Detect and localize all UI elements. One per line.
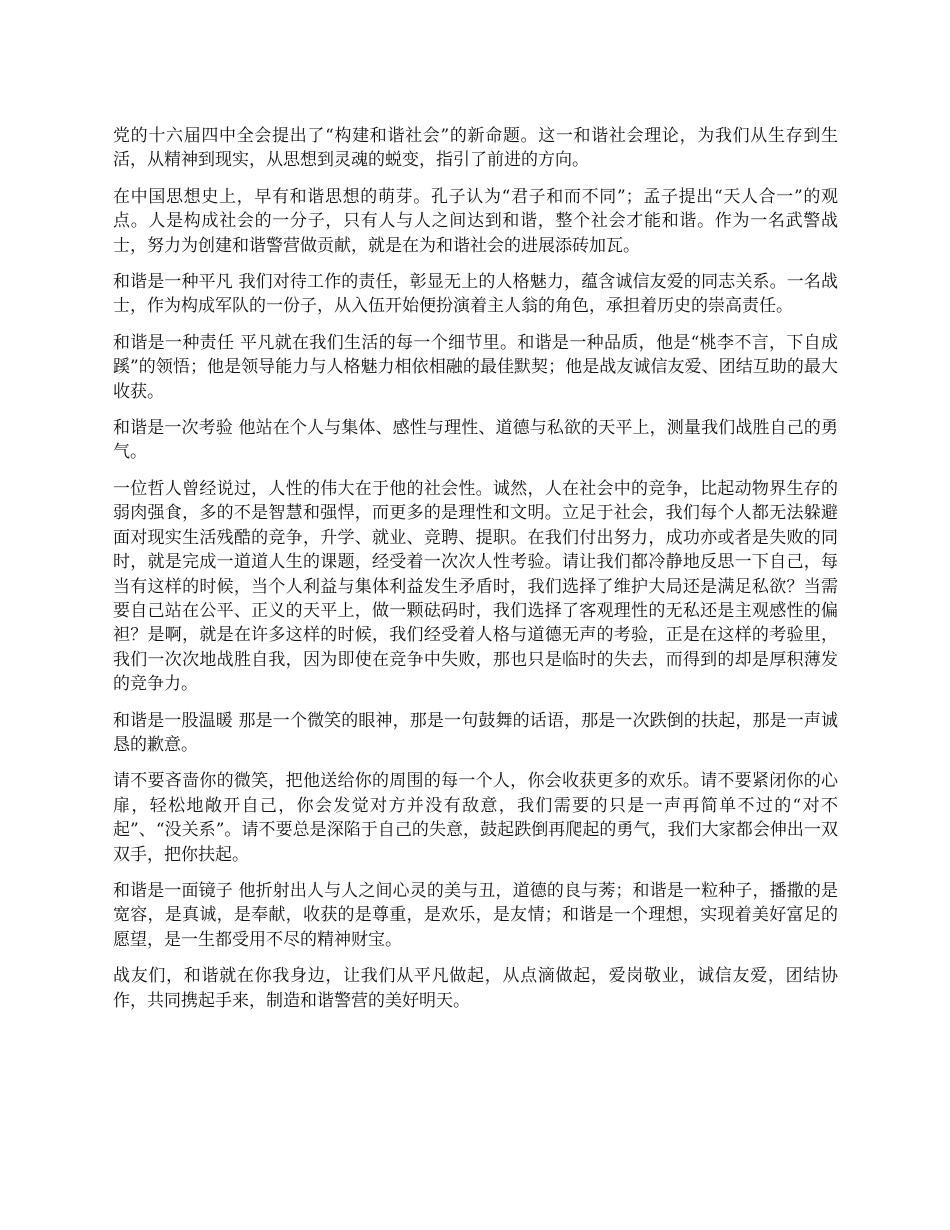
paragraph: 在中国思想史上，早有和谐思想的萌芽。孔子认为“君子和而不同”；孟子提出“天人合一”的观点。人是构成社会的一分子，只有人与人之间达到和谐，整个社会才能和谐。作为一名武警战士，努力为创建和谐警营做贡献，就是在为和谐社会的进展添砖加瓦。 bbox=[113, 186, 838, 256]
paragraph: 党的十六届四中全会提出了“构建和谐社会”的新命题。这一和谐社会理论，为我们从生存到生活，从精神到现实，从思想到灵魂的蜕变，指引了前进的方向。 bbox=[113, 126, 838, 171]
paragraph: 请不要吝啬你的微笑，把他送给你的周围的每一个人，你会收获更多的欢乐。请不要紧闭你的心扉，轻松地敞开自己，你会发觉对方并没有敌意，我们需要的只是一声再简单不过的“对不起”、“没关系”。请不要总是深陷于自己的失意，鼓起跌倒再爬起的勇气，我们大家都会伸出一双双手，把你扶起。 bbox=[113, 771, 838, 865]
paragraph: 和谐是一股温暖 那是一个微笑的眼神，那是一句鼓舞的话语，那是一次跌倒的扶起，那是一声诚恳的歉意。 bbox=[113, 710, 838, 755]
paragraph: 战友们，和谐就在你我身边，让我们从平凡做起，从点滴做起，爱岗敬业，诚信友爱，团结协作，共同携起手来，制造和谐警营的美好明天。 bbox=[113, 966, 838, 1011]
paragraph: 和谐是一面镜子 他折射出人与人之间心灵的美与丑，道德的良与莠；和谐是一粒种子，播撒的是宽容，是真诚，是奉献，收获的是尊重，是欢乐，是友情；和谐是一个理想，实现着美好富足的愿望，是一生都受用不尽的精神财宝。 bbox=[113, 880, 838, 950]
paragraph: 和谐是一次考验 他站在个人与集体、感性与理性、道德与私欲的天平上，测量我们战胜自己的勇气。 bbox=[113, 418, 838, 463]
paragraph: 和谐是一种责任 平凡就在我们生活的每一个细节里。和谐是一种品质，他是“桃李不言，下自成蹊”的领悟；他是领导能力与人格魅力相依相融的最佳默契；他是战友诚信友爱、团结互助的最大收获。 bbox=[113, 332, 838, 402]
document-body bbox=[113, 124, 838, 1025]
paragraph: 和谐是一种平凡 我们对待工作的责任，彰显无上的人格魅力，蕴含诚信友爱的同志关系。一名战士，作为构成军队的一份子，从入伍开始便扮演着主人翁的角色，承担着历史的崇高责任。 bbox=[113, 272, 838, 317]
paragraph: 一位哲人曾经说过，人性的伟大在于他的社会性。诚然，人在社会中的竞争，比起动物界生存的弱肉强食，多的不是智慧和强悍，而更多的是理性和文明。立足于社会，我们每个人都无法躲避面对现实生活残酷的竞争，升学、就业、竞聘、提职。在我们付出努力，成功亦或者是失败的同时，就是完成一道道人生的课题，经受着一次次人性考验。请让我们都冷静地反思一下自己，每当有这样的时候，当个人利益与集体利益发生矛盾时，我们选择了维护大局还是满足私欲？当需要自己站在公平、正义的天平上，做一颗砝码时，我们选择了客观理性的无私还是主观感性的偏袒？是啊，就是在许多这样的时候，我们经受着人格与道德无声的考验，正是在这样的考验里，我们一次次地战胜自我，因为即使在竞争中失败，那也只是临时的失去，而得到的却是厚积薄发的竞争力。 bbox=[113, 478, 838, 695]
